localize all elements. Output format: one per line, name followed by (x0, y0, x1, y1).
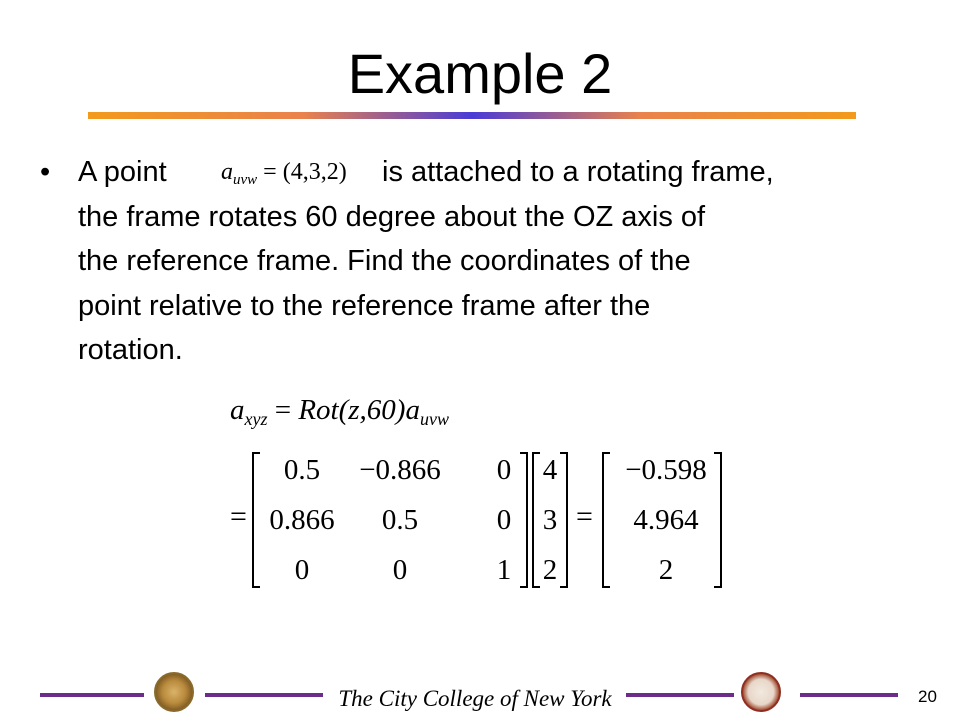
footer-divider-left (40, 693, 144, 697)
inline-eq-var: a (221, 159, 233, 185)
matrix-equals-left: = (230, 500, 247, 533)
matrix-cell: 0 (294, 554, 310, 586)
body-line-4: point relative to the reference frame after the (78, 289, 651, 322)
vector-cell: 3 (542, 504, 558, 536)
bullet-marker: • (40, 156, 51, 188)
inline-eq-rhs: = (4,3,2) (263, 159, 347, 185)
matrix-cell: −0.866 (359, 454, 441, 486)
eq1-rhs-sub: uvw (419, 409, 449, 429)
rotation-matrix-left-bracket (252, 452, 260, 588)
eq1-lhs-sub: xyz (244, 409, 268, 429)
footer-divider-mid-left (205, 693, 323, 697)
matrix-cell: 0.5 (381, 504, 419, 536)
college-seal-icon (154, 672, 194, 712)
footer-divider-right (800, 693, 898, 697)
body-line-2: the frame rotates 60 degree about the OZ axis of (78, 200, 706, 233)
footer-divider-mid-right (626, 693, 734, 697)
matrix-cell: 1 (496, 554, 512, 586)
rotation-matrix-right-bracket (520, 452, 528, 588)
rotation-equation (230, 392, 449, 437)
eq1-equals: = (274, 394, 292, 426)
body-line-3: the reference frame. Find the coordinates of the (78, 245, 691, 277)
inline-eq-sub: uvw (233, 172, 258, 188)
result-right-bracket (714, 452, 722, 588)
result-cell: 2 (658, 554, 674, 586)
matrix-cell: 0.866 (269, 504, 335, 536)
matrix-cell: 0 (496, 454, 512, 486)
page-number: 20 (918, 687, 937, 706)
body-line-1a: A point (78, 156, 167, 188)
result-cell: 4.964 (633, 504, 699, 536)
title-underline (88, 112, 856, 119)
robotics-lab-logo-icon (741, 672, 781, 712)
result-cell: −0.598 (625, 454, 707, 486)
vector-right-bracket (560, 452, 568, 588)
matrix-equation (230, 450, 770, 590)
body-line-5: rotation. (78, 334, 183, 366)
body-line-1b: is attached to a rotating frame, (382, 156, 774, 188)
matrix-equals-mid: = (576, 500, 593, 533)
eq1-lhs-var: a (230, 394, 245, 426)
matrix-cell: 0 (392, 554, 408, 586)
inline-equation (221, 158, 347, 194)
vector-cell: 4 (542, 454, 558, 486)
vector-cell: 2 (542, 554, 558, 586)
matrix-cell: 0 (496, 504, 512, 536)
footer-institution: The City College of New York (338, 686, 612, 711)
eq1-rhs-var: a (405, 394, 420, 426)
matrix-cell: 0.5 (283, 454, 321, 486)
eq1-rot: Rot(z,60) (298, 394, 406, 426)
slide-title: Example 2 (347, 42, 613, 105)
